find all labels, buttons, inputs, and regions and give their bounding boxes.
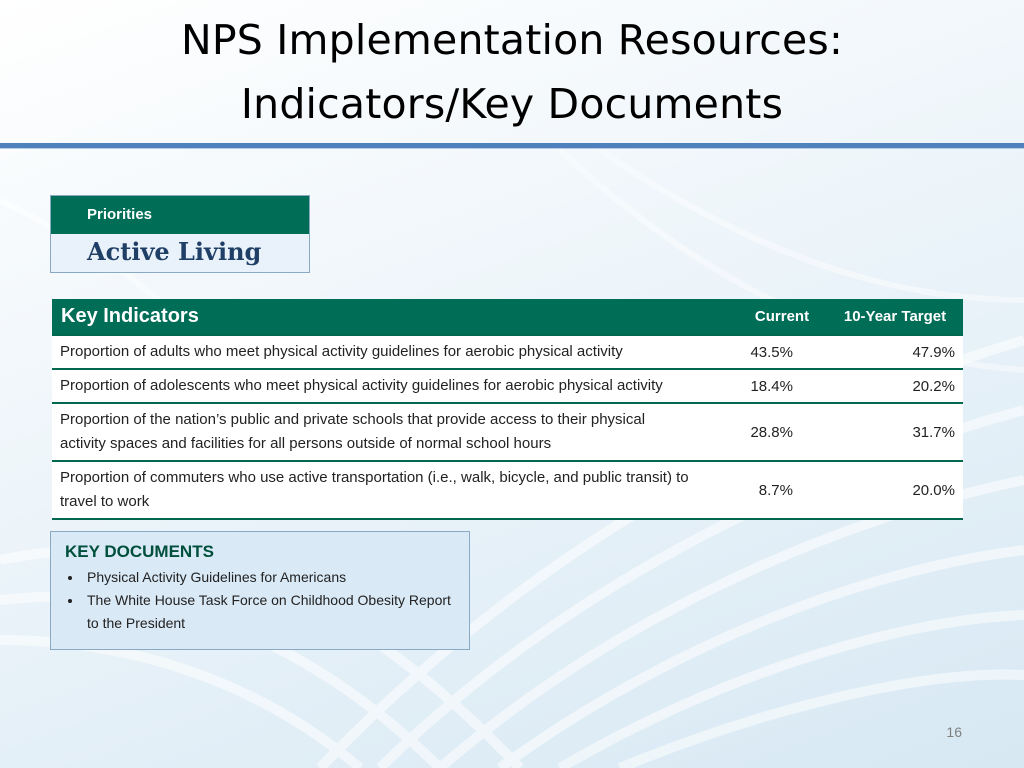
indicator-current: 28.8% (750, 423, 793, 441)
table-row (52, 460, 963, 518)
indicator-current: 8.7% (758, 481, 793, 499)
column-header-current: Current (754, 308, 810, 325)
indicator-label: Proportion of commuters who use active transportation (i.e., walk, bicycle, and public transit) to travel to work (60, 469, 689, 510)
table-row (52, 368, 963, 402)
priorities-header: Priorities (51, 196, 309, 234)
slide-title (0, 8, 1024, 136)
key-documents-title: KEY DOCUMENTS (65, 542, 214, 561)
key-indicators-title: Key Indicators (61, 305, 199, 327)
indicator-target: 31.7% (912, 423, 955, 441)
column-header-target: 10-Year Target (843, 308, 947, 325)
indicator-current: 18.4% (750, 377, 793, 395)
table-row (52, 334, 963, 368)
indicator-target: 20.0% (912, 481, 955, 499)
slide-number: 16 (946, 724, 962, 740)
table-row (52, 402, 963, 460)
slide-title-line-2: Indicators/Key Documents (240, 80, 784, 128)
indicator-label: Proportion of the nation’s public and private schools that provide access to their physical activity spaces and facilities for all persons outside of normal school hours (60, 411, 646, 452)
list-item: • The White House Task Force on Childhood Obesity Report to the President (83, 589, 455, 635)
title-divider (0, 143, 1024, 148)
key-documents-box (50, 531, 470, 650)
slide-title-line-1: NPS Implementation Resources: (180, 16, 844, 64)
key-documents-list (65, 566, 455, 635)
indicator-label: Proportion of adolescents who meet physical activity guidelines for aerobic physical activity (60, 377, 663, 394)
indicator-current: 43.5% (750, 343, 793, 361)
list-item: • Physical Activity Guidelines for Americans (83, 566, 455, 589)
indicator-target: 20.2% (912, 377, 955, 395)
key-indicators-table (52, 299, 963, 520)
priorities-value: Active Living (87, 237, 262, 266)
key-indicators-header-row (52, 299, 963, 334)
indicator-target: 47.9% (912, 343, 955, 361)
indicator-label: Proportion of adults who meet physical activity guidelines for aerobic physical activity (60, 343, 623, 360)
priorities-box (50, 195, 310, 273)
